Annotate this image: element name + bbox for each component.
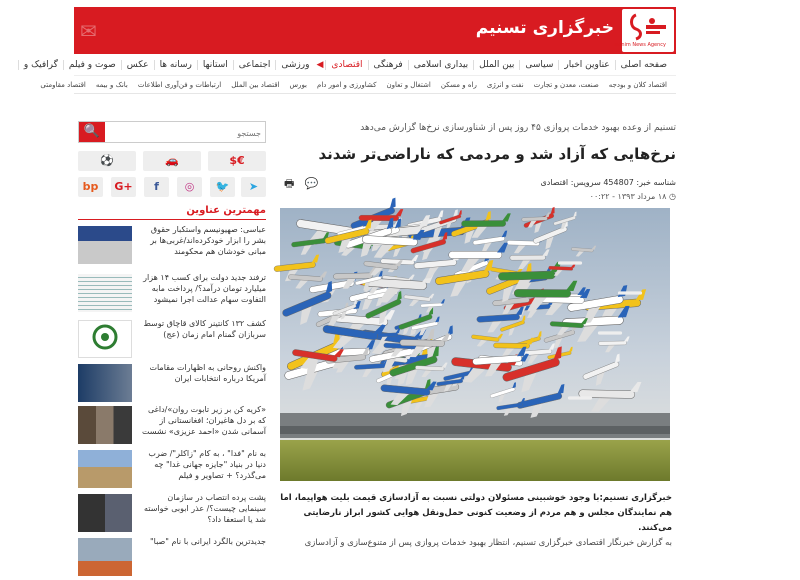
chevron-left-icon: ◀	[316, 59, 324, 70]
headline-thumbnail[interactable]	[78, 406, 132, 444]
telegram-icon: ➤	[248, 180, 259, 193]
subnav-item[interactable]: راه و مسکن	[440, 80, 477, 89]
tasnim-logo[interactable]	[613, 9, 674, 52]
headline-text[interactable]: به نام "فدا" ، به کام "زاکلر"/ ضرب دنیا در بنیاد "جایزه جهانی غدا" چه می‌گذرد؟ + تصاویر و فیلم	[148, 449, 266, 480]
nav-item[interactable]: سیاسی	[519, 60, 558, 70]
nav-item[interactable]: عناوین اخبار	[558, 60, 614, 70]
article-date-text: ۱۸ مرداد ۱۳۹۳ - ۰۰:۲۲	[589, 192, 667, 201]
headline-text[interactable]: کشف ۱۳۲ کانتینر کالای قاچاق توسط سربازان گمنام امام زمان (عج)	[143, 319, 266, 339]
headline-item[interactable]	[78, 492, 266, 536]
page-frame	[23, 0, 676, 557]
primary-nav	[23, 54, 676, 76]
subnav-item[interactable]: اشتغال و تعاون	[386, 80, 431, 89]
nav-item[interactable]: بیداری اسلامی	[408, 60, 473, 70]
headline-text[interactable]: ترفند جدید دولت برای کسب ۱۴ هزار میلیارد تومان درآمد؟/ پرداخت مابه التفاوت سهام عدالت اجرا نمیشود	[143, 273, 266, 304]
currency-icon: $€	[229, 154, 245, 167]
print-icon[interactable]: 🖶	[284, 177, 295, 190]
bale-button[interactable]	[78, 177, 103, 197]
article-tools	[284, 175, 319, 194]
nav-item[interactable]: رسانه ها	[154, 60, 197, 70]
facebook-button[interactable]	[144, 177, 169, 197]
subnav-item[interactable]: کشاورزی و امور دام	[317, 80, 377, 89]
article-lead: خبرگزاری تسنیم:با وجود خوشبینی مسئولان دولتی نسبت به آزادسازی قیمت بلیت هواپیما، اما هم نمایندگان مجلس و هم مردم از وضعیت کنونی حمل‌ونقل هوایی کشور ابراز نارضایتی می‌کنند.	[280, 493, 672, 533]
subnav-item[interactable]: ارتباطات و فن‌آوری اطلاعات	[137, 80, 222, 89]
headlines-title: مهمترین عناوین	[186, 205, 266, 216]
search-button[interactable]	[79, 122, 105, 142]
header-watermark-icon: ✉	[80, 19, 97, 43]
headline-thumbnail[interactable]	[78, 538, 132, 576]
search-box	[78, 121, 266, 143]
instagram-button[interactable]	[177, 177, 202, 197]
nav-item[interactable]: صفحه اصلی	[615, 60, 672, 70]
search-icon: 🔍	[83, 124, 101, 139]
instagram-icon: ◎	[184, 180, 195, 193]
subnav-item[interactable]: صنعت، معدن و تجارت	[533, 80, 599, 89]
nav-item[interactable]: فرهنگی	[368, 60, 408, 70]
article-kicker: تسنیم از وعده بهبود خدمات پروازی ۴۵ روز پس از شناورسازی نرخ‌ها گزارش می‌دهد	[360, 123, 676, 133]
article-body: به گزارش خبرنگار اقتصادی خبرگزاری تسنیم، انتظار بهبود خدمات پروازی پس از متنوع‌سازی و آزادسازی	[304, 538, 672, 548]
google-plus-icon: G+	[114, 180, 133, 193]
nav-item[interactable]: بین الملل	[473, 60, 519, 70]
car-button[interactable]	[143, 151, 201, 171]
headline-text[interactable]: عباسی: صهیونیسم واستکبار حقوق بشر را ابزار خودکرده‌اند/غربی‌ها بر مبانی خودشان هم محکومند	[150, 225, 266, 256]
headline-thumbnail[interactable]	[78, 450, 132, 488]
subnav-item[interactable]: نفت و انرژی	[486, 80, 524, 89]
twitter-icon: 🐦	[215, 180, 230, 193]
subnav-item[interactable]: اقتصاد مقاومتی	[40, 80, 86, 89]
telegram-button[interactable]	[241, 177, 266, 197]
article-meta: شناسه خبر: 454807 سرویس: اقتصادی	[540, 178, 676, 187]
headline-item[interactable]	[78, 448, 266, 492]
headline-text[interactable]: جدیدترین بالگرد ایرانی با نام "صبا"	[149, 537, 266, 546]
headline-thumbnail[interactable]	[78, 274, 132, 312]
headline-thumbnail[interactable]	[78, 226, 132, 264]
headline-item[interactable]	[78, 272, 266, 316]
nav-item[interactable]: اقتصادی	[325, 60, 367, 70]
article-date	[590, 192, 676, 201]
comment-icon[interactable]: 💬	[304, 177, 319, 190]
sports-icon: ⚽	[100, 154, 114, 167]
logo-small-text: Tasnim News Agency	[613, 42, 666, 48]
headline-item[interactable]	[78, 224, 266, 268]
subnav-item[interactable]: اقتصاد کلان و بودجه	[608, 80, 667, 89]
facebook-icon: f	[154, 180, 159, 193]
subnav-item[interactable]: اقتصاد بین الملل	[231, 80, 280, 89]
nav-item[interactable]: اجتماعی	[233, 60, 276, 70]
subnav-item[interactable]: بورس	[289, 80, 308, 89]
sports-button[interactable]	[78, 151, 136, 171]
article-photo	[280, 208, 670, 481]
headline-text[interactable]: واکنش روحانی به اظهارات مقامات آمریکا درباره انتخابات ایران	[149, 363, 266, 383]
nav-item[interactable]: صوت و فیلم	[63, 60, 121, 70]
site-name[interactable]: خبرگزاری تسنیم	[475, 18, 614, 38]
nav-item[interactable]: عکس	[121, 60, 154, 70]
clock-icon: ◷	[666, 192, 676, 201]
nav-item[interactable]: استانها	[197, 60, 233, 70]
subnav-item[interactable]: بانک و بیمه	[95, 80, 128, 89]
headline-text[interactable]: پشت پرده انتصاب در سازمان سینمایی چیست؟/ عذر ابوبی خواسته شد یا استعفا داد؟	[144, 493, 266, 524]
headline-item[interactable]	[78, 404, 266, 448]
nav-item[interactable]: گرافیک و	[18, 60, 63, 70]
headline-thumbnail[interactable]	[78, 494, 132, 532]
site-header	[74, 7, 676, 54]
headline-item[interactable]	[78, 536, 266, 580]
search-input[interactable]	[109, 124, 263, 142]
car-icon: 🚗	[165, 154, 179, 167]
headline-item[interactable]	[78, 362, 266, 406]
headline-thumbnail[interactable]	[78, 320, 132, 358]
secondary-nav	[40, 76, 676, 94]
nav-item[interactable]: ورزشی	[275, 60, 314, 70]
twitter-button[interactable]	[210, 177, 235, 197]
headlines-divider	[78, 219, 266, 220]
headline-thumbnail[interactable]	[78, 364, 132, 402]
headline-text[interactable]: «کریه کن بر زیر تابوت روان»/داغی که بر دل هاغیران؛ افغانستانی از آسمانی شدن «احمد عزیزی» نشست	[141, 405, 266, 436]
headline-item[interactable]	[78, 318, 266, 362]
bale-icon: bp	[82, 180, 99, 193]
google-plus-button[interactable]	[111, 177, 136, 197]
article-title: نرخ‌هایی که آزاد شد و مردمی که ناراضی‌تر شدند	[318, 145, 676, 163]
currency-button[interactable]	[208, 151, 266, 171]
